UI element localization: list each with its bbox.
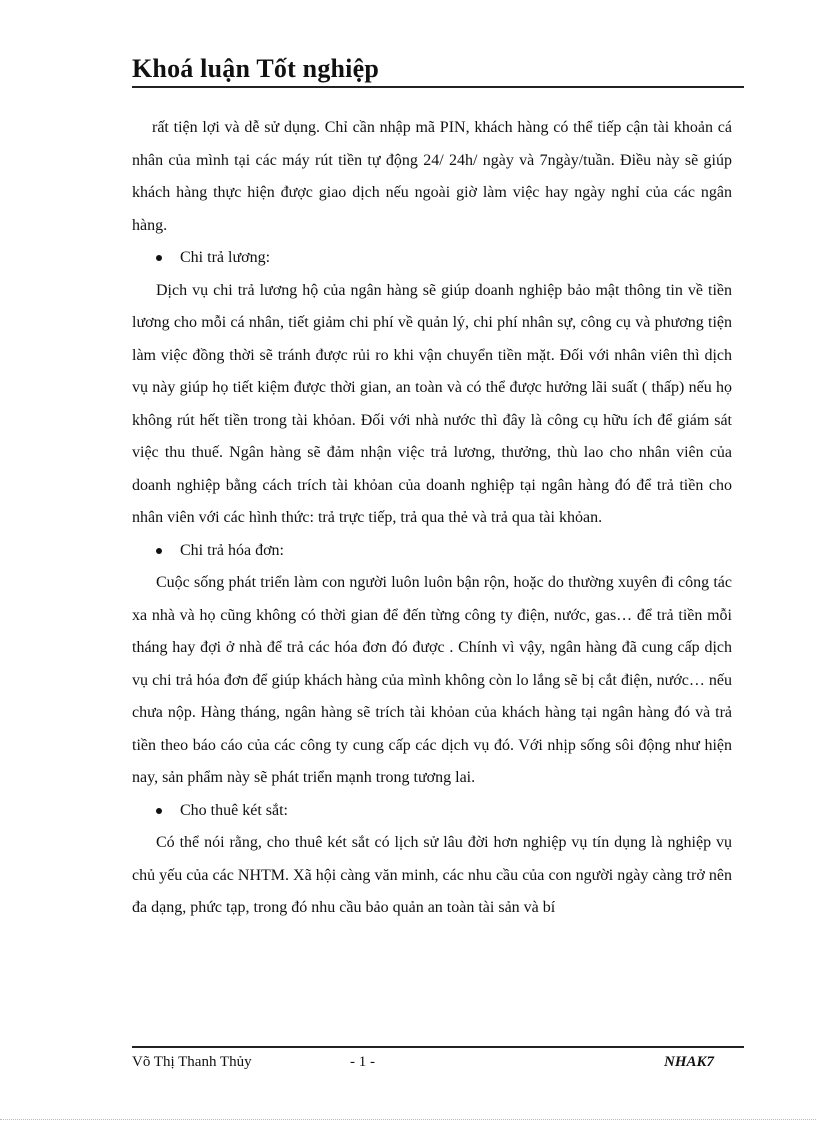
bullet-item-safe-deposit <box>132 795 732 828</box>
paragraph-continuation: rất tiện lợi và dễ sử dụng. Chỉ cần nhập mã PIN, khách hàng có thể tiếp cận tài khoản cá nhân của mình tại các máy rút tiền tự động 24/ 24h/ ngày và 7ngày/tuần. Điều này sẽ giúp khách hàng thực hiện được giao dịch nếu ngoài giờ làm việc hay ngày nghỉ của các ngân hàng. <box>132 119 732 234</box>
page-header <box>132 50 744 88</box>
footer-divider <box>132 1046 744 1048</box>
page-edge-divider <box>0 1119 816 1120</box>
bullet-label: Chi trả lương: <box>180 249 271 266</box>
bullet-dot-icon <box>156 548 162 554</box>
header-title: Khoá luận Tốt nghiệp <box>132 54 380 83</box>
paragraph-bills: Cuộc sống phát triển làm con người luôn luôn bận rộn, hoặc do thường xuyên đi công tác xa nhà và họ cũng không có thời gian để đến từng công ty điện, nước, gas… để trả tiền mỗi tháng hay đợi ở nhà để trả các hóa đơn đó được . Chính vì vậy, ngân hàng đã cung cấp dịch vụ chi trả hóa đơn để giúp khách hàng của mình không còn lo lắng sẽ bị cắt điện, nước… nếu chưa nộp. Hàng tháng, ngân hàng sẽ trích tài khỏan của khách hàng tại ngân hàng đó và trả tiền theo báo cáo của các công ty cung cấp các dịch vụ đó. Với nhịp sống sôi động như hiện nay, sản phẩm này sẽ phát triển mạnh trong tương lai. <box>132 574 732 786</box>
bullet-dot-icon <box>156 808 162 814</box>
footer-author: Võ Thị Thanh Thủy <box>132 1054 252 1070</box>
bullet-dot-icon <box>156 255 162 261</box>
footer-class-code: NHAK7 <box>663 1054 714 1070</box>
bullet-label: Cho thuê két sắt: <box>180 801 288 819</box>
bullet-item-bills <box>132 535 732 568</box>
page-number: - 1 - <box>350 1054 375 1070</box>
bullet-item-salary <box>132 242 732 275</box>
paragraph-salary: Dịch vụ chi trả lương hộ của ngân hàng sẽ giúp doanh nghiệp bảo mật thông tin về tiền lương cho mỗi cá nhân, tiết giảm chi phí về quản lý, chi phí nhân sự, công cụ và phương tiện làm việc đồng thời sẽ tránh được rủi ro khi vận chuyển tiền mặt. Đối với nhân viên thì dịch vụ này giúp họ tiết kiệm được thời gian, an toàn và có thể được hưởng lãi suất ( thấp) nếu họ không rút hết tiền trong tài khỏan. Đối với nhà nước thì đây là công cụ hữu ích để giám sát việc thu thuế. Ngân hàng sẽ đảm nhận việc trả lương, thưởng, thù lao cho nhân viên của doanh nghiệp bằng cách trích tài khỏan của doanh nghiệp tại ngân hàng đó để trả tiền cho nhân viên với các hình thức: trả trực tiếp, trả qua thẻ và trả qua tài khỏan. <box>132 281 732 526</box>
page-footer <box>132 1054 744 1076</box>
bullet-label: Chi trả hóa đơn: <box>180 541 284 559</box>
paragraph-safe-deposit: Có thể nói rằng, cho thuê két sắt có lịch sử lâu đời hơn nghiệp vụ tín dụng là nghiệp vụ chủ yếu của các NHTM. Xã hội càng văn minh, các nhu cầu của con người ngày càng trở nên đa dạng, phức tạp, trong đó nhu cầu bảo quản an toàn tài sản và bí <box>132 834 732 916</box>
body-text <box>132 112 732 925</box>
